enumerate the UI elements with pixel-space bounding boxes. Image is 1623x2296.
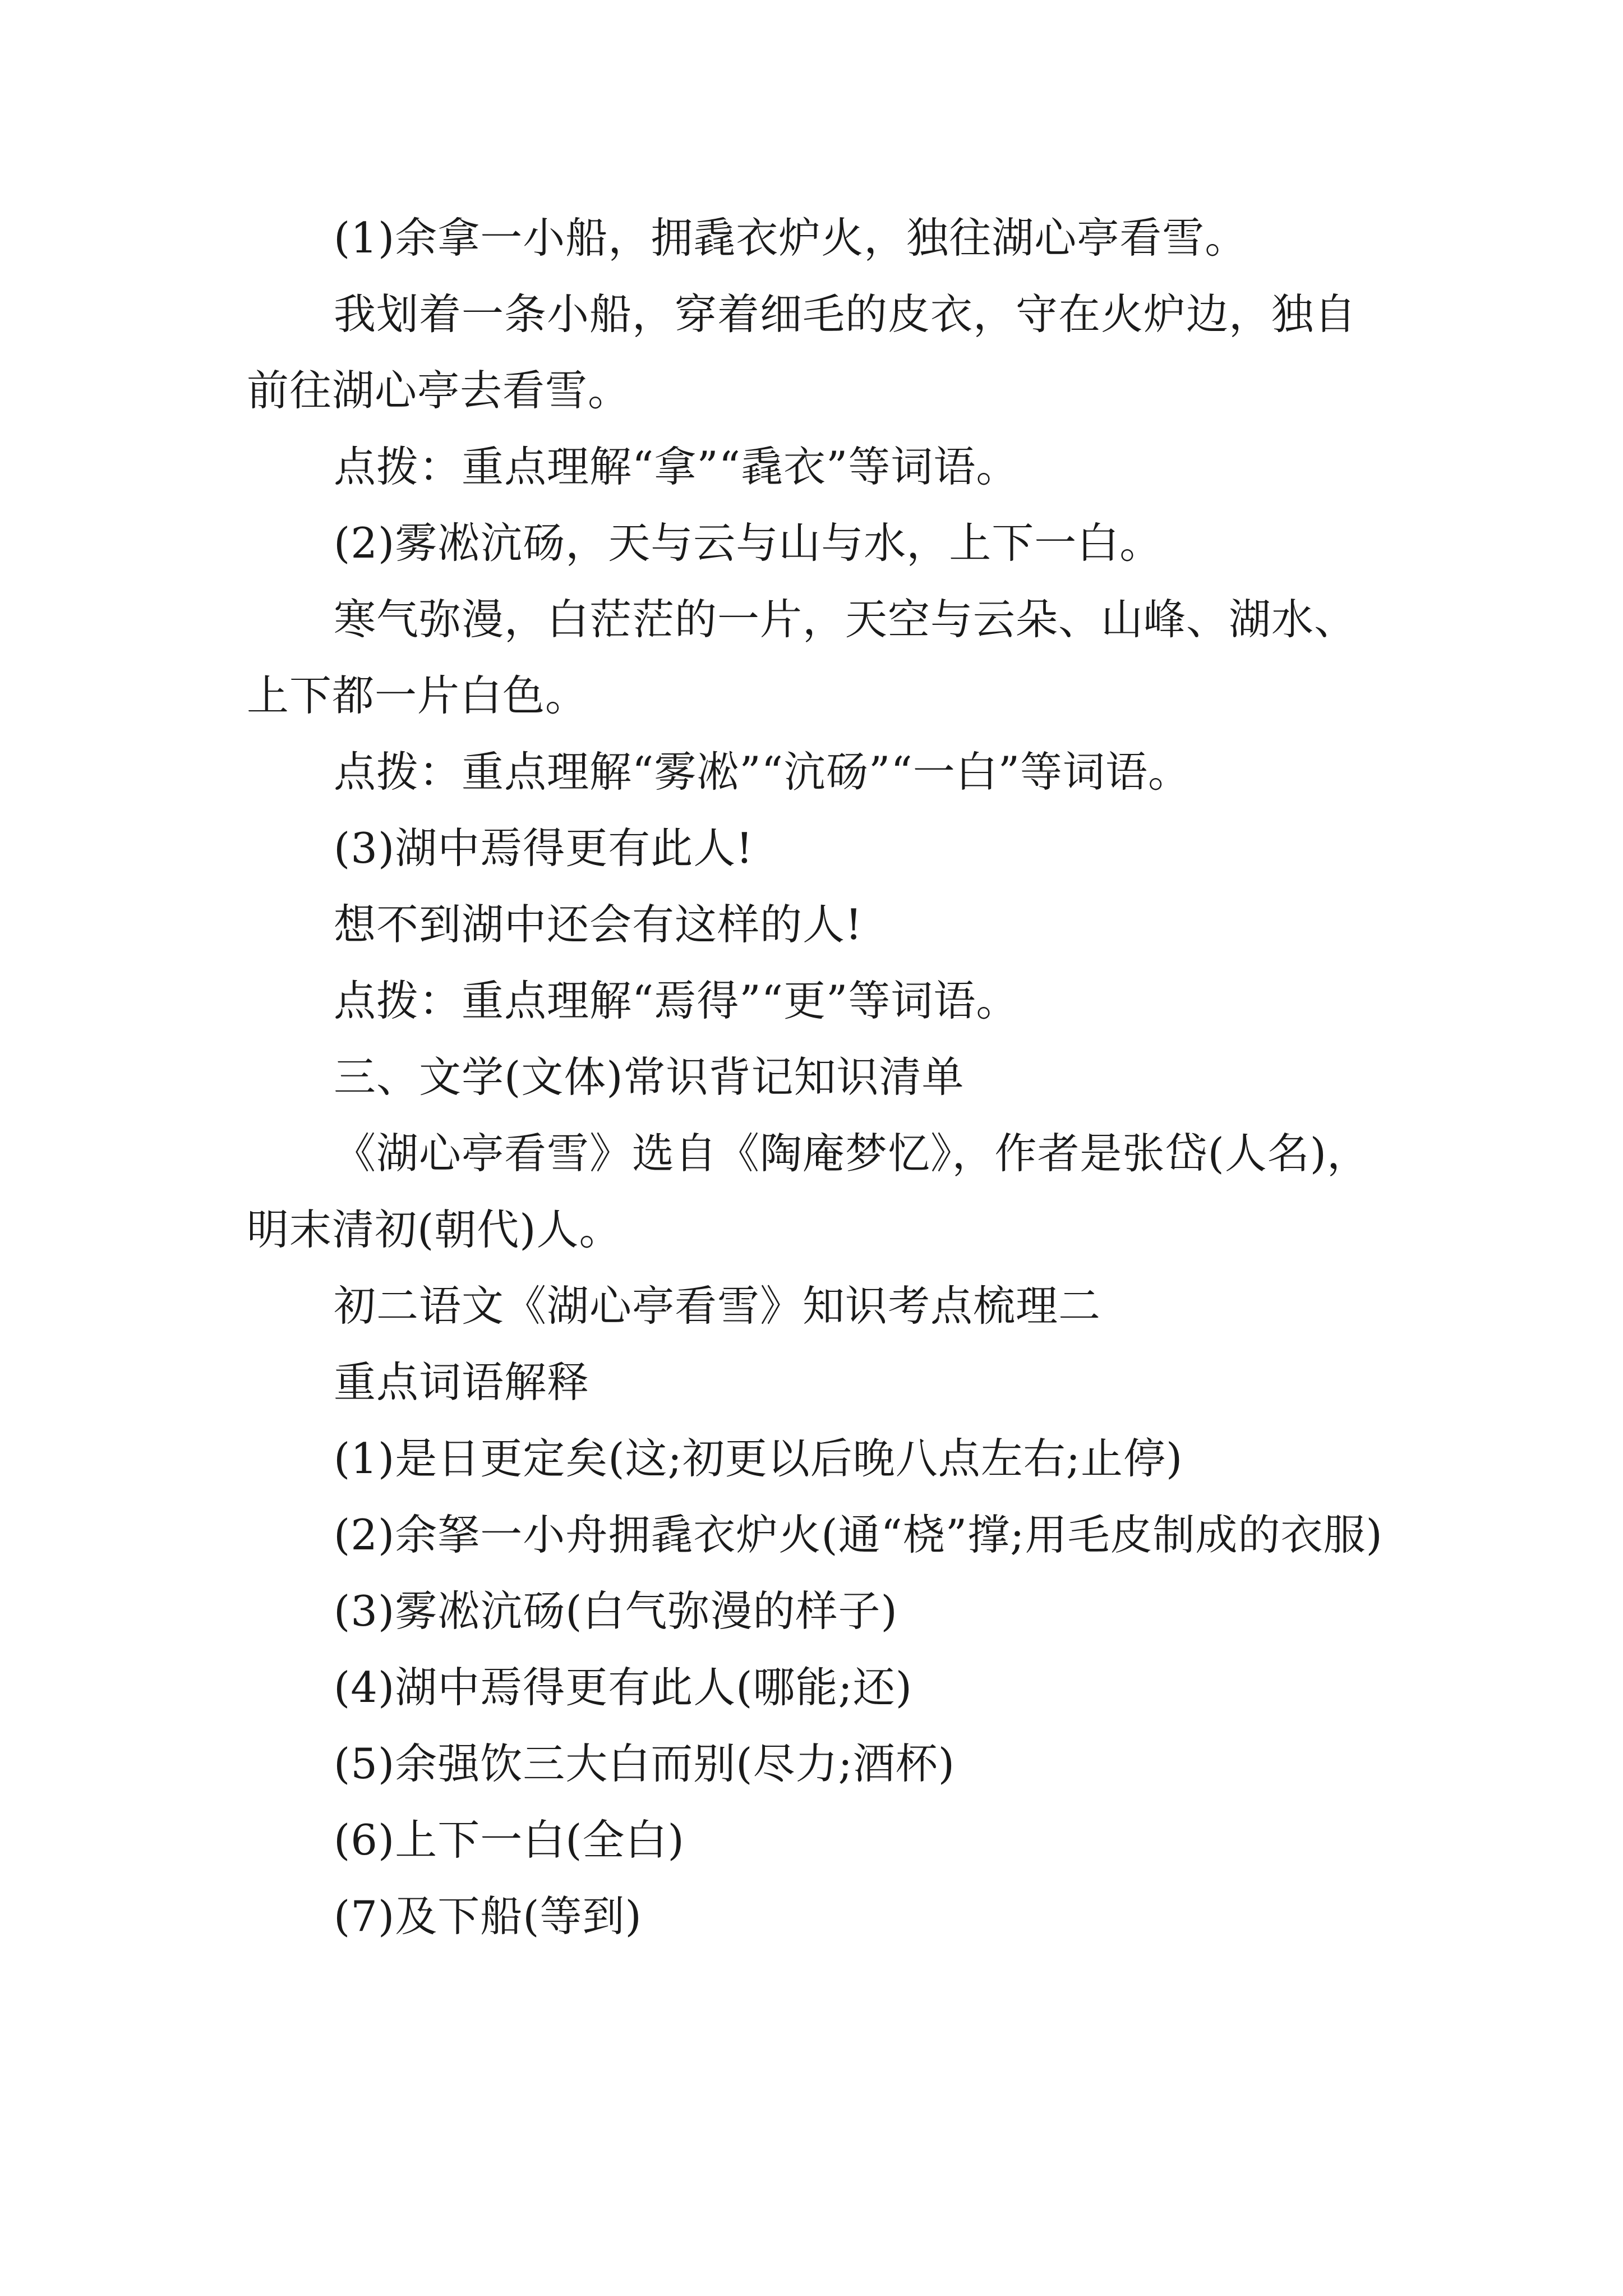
paragraph-11: 《湖心亭看雪》选自《陶庵梦忆》，作者是张岱(人名)，明末清初(朝代)人。 (247, 1129, 1370, 1254)
vocab-item-7: (7)及下船(等到) (334, 1892, 642, 1941)
paragraph-5: 寒气弥漫，白茫茫的一片，天空与云朵、山峰、湖水、上下都一片白色。 (247, 595, 1357, 720)
paragraph-1: (1)余拿一小船，拥毳衣炉火，独往湖心亭看雪。 (334, 213, 1248, 263)
vocab-item-4: (4)湖中焉得更有此人(哪能;还) (334, 1663, 913, 1712)
paragraph-9: 点拨：重点理解“焉得”“更”等词语。 (334, 976, 1019, 1025)
vocab-item-2: (2)余拏一小舟拥毳衣炉火(通“桡”撑;用毛皮制成的衣服) (334, 1510, 1383, 1559)
document-body (247, 200, 1385, 1954)
paragraph-8: 想不到湖中还会有这样的人! (334, 900, 863, 949)
vocab-item-6: (6)上下一白(全白) (334, 1815, 685, 1865)
section-title: 初二语文《湖心亭看雪》知识考点梳理二 (334, 1281, 1101, 1331)
paragraph-3: 点拨：重点理解“拿”“毳衣”等词语。 (334, 442, 1019, 491)
vocab-item-1: (1)是日更定矣(这;初更以后晚八点左右;止停) (334, 1434, 1183, 1483)
paragraph-7: (3)湖中焉得更有此人! (334, 823, 754, 873)
vocab-item-5: (5)余强饮三大白而别(尽力;酒杯) (334, 1739, 956, 1788)
vocab-item-3: (3)雾凇沆砀(白气弥漫的样子) (334, 1586, 898, 1636)
paragraph-6: 点拨：重点理解“雾凇”“沆砀”“一白”等词语。 (334, 747, 1191, 797)
subheading-vocab: 重点词语解释 (334, 1358, 590, 1407)
section-heading-3: 三、文学(文体)常识背记知识清单 (334, 1052, 965, 1102)
paragraph-2: 我划着一条小船，穿着细毛的皮衣，守在火炉边，独自前往湖心亭去看雪。 (247, 289, 1357, 415)
paragraph-4: (2)雾凇沆砀，天与云与山与水，上下一白。 (334, 518, 1163, 568)
